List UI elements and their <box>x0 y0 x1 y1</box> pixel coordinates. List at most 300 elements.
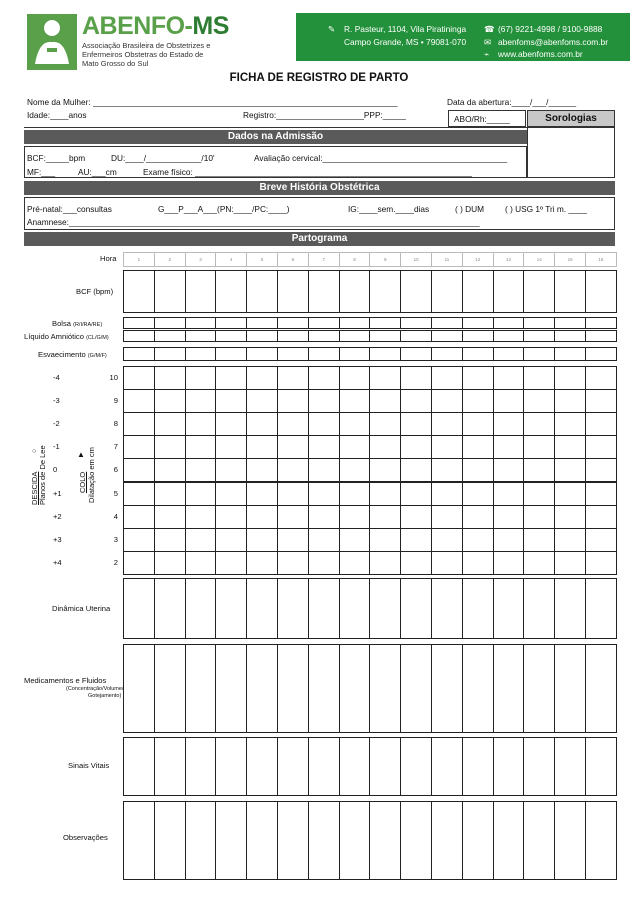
grid-cell[interactable] <box>462 482 494 506</box>
grid-cell[interactable] <box>431 330 463 342</box>
hour-cell[interactable] <box>185 252 217 267</box>
hour-cell[interactable] <box>493 252 525 267</box>
grid-cell[interactable] <box>523 412 555 436</box>
grid-cell[interactable] <box>585 347 617 361</box>
grid-cell[interactable] <box>185 458 217 482</box>
grid-cell[interactable] <box>369 578 401 639</box>
hour-cell[interactable] <box>339 252 371 267</box>
grid-cell[interactable] <box>339 551 371 575</box>
field-data-abertura[interactable]: Data da abertura:____/___/______ <box>447 97 577 107</box>
grid-cell[interactable] <box>493 551 525 575</box>
grid-cell[interactable] <box>400 412 432 436</box>
grid-cell[interactable] <box>339 528 371 552</box>
field-prenatal[interactable]: Pré-natal:___consultas <box>27 204 112 214</box>
grid-cell[interactable] <box>493 458 525 482</box>
grid-cell[interactable] <box>523 737 555 796</box>
grid-cell[interactable] <box>246 389 278 413</box>
grid-cell[interactable] <box>123 737 155 796</box>
grid-cell[interactable] <box>154 389 186 413</box>
hour-cell[interactable] <box>123 252 155 267</box>
grid-cell[interactable] <box>400 366 432 390</box>
grid-cell[interactable] <box>185 505 217 529</box>
field-avaliacao[interactable]: Avaliação cervical:________________________________________ <box>254 153 508 163</box>
grid-cell[interactable] <box>308 578 340 639</box>
grid-cell[interactable] <box>308 482 340 506</box>
grid-cell[interactable] <box>277 528 309 552</box>
grid-cell[interactable] <box>215 482 247 506</box>
grid-cell[interactable] <box>277 644 309 733</box>
grid-cell[interactable] <box>431 366 463 390</box>
grid-cell[interactable] <box>523 458 555 482</box>
grid-cell[interactable] <box>123 551 155 575</box>
grid-cell[interactable] <box>339 801 371 880</box>
grid-cell[interactable] <box>185 389 217 413</box>
field-dum[interactable]: ( ) DUM <box>455 204 485 214</box>
hour-cell[interactable] <box>462 252 494 267</box>
grid-cell[interactable] <box>246 482 278 506</box>
grid-cell[interactable] <box>369 330 401 342</box>
grid-cell[interactable] <box>369 366 401 390</box>
grid-cell[interactable] <box>369 347 401 361</box>
grid-cell[interactable] <box>462 347 494 361</box>
hour-cell[interactable] <box>369 252 401 267</box>
grid-cell[interactable] <box>215 644 247 733</box>
grid-cell[interactable] <box>215 389 247 413</box>
grid-cell[interactable] <box>246 551 278 575</box>
grid-cell[interactable] <box>493 737 525 796</box>
grid-cell[interactable] <box>493 389 525 413</box>
grid-cell[interactable] <box>215 366 247 390</box>
grid-cell[interactable] <box>431 270 463 313</box>
grid-cell[interactable] <box>185 412 217 436</box>
grid-cell[interactable] <box>246 317 278 329</box>
grid-cell[interactable] <box>277 482 309 506</box>
grid-cell[interactable] <box>585 482 617 506</box>
grid-cell[interactable] <box>308 528 340 552</box>
grid-cell[interactable] <box>431 458 463 482</box>
grid-cell[interactable] <box>277 801 309 880</box>
grid-cell[interactable] <box>523 801 555 880</box>
grid-cell[interactable] <box>369 270 401 313</box>
grid-cell[interactable] <box>185 737 217 796</box>
grid-cell[interactable] <box>493 412 525 436</box>
grid-cell[interactable] <box>185 270 217 313</box>
grid-cell[interactable] <box>123 578 155 639</box>
grid-cell[interactable] <box>123 482 155 506</box>
grid-cell[interactable] <box>400 347 432 361</box>
grid-cell[interactable] <box>277 330 309 342</box>
grid-cell[interactable] <box>462 644 494 733</box>
grid-cell[interactable] <box>431 482 463 506</box>
grid-cell[interactable] <box>154 435 186 459</box>
grid-cell[interactable] <box>554 737 586 796</box>
field-au[interactable]: AU:___cm <box>78 167 117 177</box>
grid-cell[interactable] <box>246 330 278 342</box>
grid-cell[interactable] <box>400 551 432 575</box>
grid-cell[interactable] <box>554 458 586 482</box>
grid-cell[interactable] <box>215 801 247 880</box>
grid-cell[interactable] <box>215 412 247 436</box>
grid-cell[interactable] <box>246 412 278 436</box>
grid-cell[interactable] <box>400 389 432 413</box>
grid-cell[interactable] <box>246 270 278 313</box>
grid-cell[interactable] <box>554 551 586 575</box>
grid-cell[interactable] <box>523 644 555 733</box>
field-registro[interactable]: Registro:___________________PPP:_____ <box>243 110 406 120</box>
grid-cell[interactable] <box>462 505 494 529</box>
grid-cell[interactable] <box>123 435 155 459</box>
grid-cell[interactable] <box>154 270 186 313</box>
grid-cell[interactable] <box>308 737 340 796</box>
grid-cell[interactable] <box>154 801 186 880</box>
grid-cell[interactable] <box>554 347 586 361</box>
grid-cell[interactable] <box>400 458 432 482</box>
grid-cell[interactable] <box>462 801 494 880</box>
grid-cell[interactable] <box>431 389 463 413</box>
grid-cell[interactable] <box>523 317 555 329</box>
grid-cell[interactable] <box>462 458 494 482</box>
grid-cell[interactable] <box>431 412 463 436</box>
grid-cell[interactable] <box>585 737 617 796</box>
grid-cell[interactable] <box>585 330 617 342</box>
sorologias-box[interactable] <box>527 127 615 178</box>
grid-cell[interactable] <box>462 551 494 575</box>
grid-cell[interactable] <box>246 528 278 552</box>
grid-cell[interactable] <box>554 317 586 329</box>
grid-cell[interactable] <box>339 412 371 436</box>
grid-cell[interactable] <box>215 528 247 552</box>
grid-cell[interactable] <box>369 389 401 413</box>
grid-cell[interactable] <box>585 801 617 880</box>
grid-cell[interactable] <box>215 317 247 329</box>
grid-cell[interactable] <box>369 528 401 552</box>
grid-cell[interactable] <box>339 366 371 390</box>
grid-cell[interactable] <box>554 366 586 390</box>
grid-cell[interactable] <box>246 578 278 639</box>
grid-cell[interactable] <box>339 737 371 796</box>
field-idade[interactable]: Idade:____anos <box>27 110 87 120</box>
grid-cell[interactable] <box>123 330 155 342</box>
field-anamnese[interactable]: Anamnese:_________________________________________________________________________________________ <box>27 217 480 227</box>
grid-cell[interactable] <box>246 347 278 361</box>
grid-cell[interactable] <box>308 505 340 529</box>
grid-cell[interactable] <box>185 317 217 329</box>
grid-cell[interactable] <box>154 737 186 796</box>
grid-cell[interactable] <box>123 366 155 390</box>
grid-cell[interactable] <box>585 389 617 413</box>
grid-cell[interactable] <box>493 366 525 390</box>
grid-cell[interactable] <box>339 347 371 361</box>
grid-cell[interactable] <box>523 389 555 413</box>
grid-cell[interactable] <box>154 528 186 552</box>
grid-cell[interactable] <box>339 317 371 329</box>
grid-cell[interactable] <box>493 317 525 329</box>
grid-cell[interactable] <box>400 578 432 639</box>
grid-cell[interactable] <box>277 551 309 575</box>
grid-cell[interactable] <box>431 578 463 639</box>
grid-cell[interactable] <box>185 644 217 733</box>
grid-cell[interactable] <box>369 482 401 506</box>
grid-cell[interactable] <box>123 412 155 436</box>
grid-cell[interactable] <box>154 505 186 529</box>
grid-cell[interactable] <box>308 801 340 880</box>
grid-cell[interactable] <box>123 458 155 482</box>
grid-cell[interactable] <box>308 412 340 436</box>
grid-cell[interactable] <box>462 317 494 329</box>
grid-cell[interactable] <box>462 366 494 390</box>
grid-cell[interactable] <box>493 801 525 880</box>
grid-cell[interactable] <box>523 435 555 459</box>
hour-cell[interactable] <box>585 252 617 267</box>
grid-cell[interactable] <box>493 435 525 459</box>
grid-cell[interactable] <box>431 737 463 796</box>
grid-cell[interactable] <box>277 412 309 436</box>
grid-cell[interactable] <box>554 412 586 436</box>
grid-cell[interactable] <box>215 551 247 575</box>
grid-cell[interactable] <box>185 578 217 639</box>
field-abo[interactable]: ABO/Rh:_____ <box>454 114 510 124</box>
grid-cell[interactable] <box>154 551 186 575</box>
grid-cell[interactable] <box>185 801 217 880</box>
grid-cell[interactable] <box>554 330 586 342</box>
grid-cell[interactable] <box>400 644 432 733</box>
grid-cell[interactable] <box>308 644 340 733</box>
field-du[interactable]: DU:____/____________/10' <box>111 153 215 163</box>
grid-cell[interactable] <box>431 801 463 880</box>
field-exame[interactable]: Exame físico: ____________________________________________________________ <box>143 167 472 177</box>
grid-cell[interactable] <box>185 551 217 575</box>
grid-cell[interactable] <box>523 366 555 390</box>
grid-cell[interactable] <box>400 505 432 529</box>
grid-cell[interactable] <box>308 389 340 413</box>
grid-cell[interactable] <box>523 482 555 506</box>
grid-cell[interactable] <box>215 435 247 459</box>
hour-cell[interactable] <box>215 252 247 267</box>
grid-cell[interactable] <box>462 330 494 342</box>
hour-cell[interactable] <box>154 252 186 267</box>
grid-cell[interactable] <box>123 270 155 313</box>
grid-cell[interactable] <box>277 270 309 313</box>
grid-cell[interactable] <box>585 505 617 529</box>
grid-cell[interactable] <box>246 801 278 880</box>
grid-cell[interactable] <box>154 366 186 390</box>
grid-cell[interactable] <box>185 330 217 342</box>
grid-cell[interactable] <box>462 389 494 413</box>
grid-cell[interactable] <box>185 366 217 390</box>
grid-cell[interactable] <box>493 482 525 506</box>
grid-cell[interactable] <box>123 528 155 552</box>
grid-cell[interactable] <box>123 347 155 361</box>
grid-cell[interactable] <box>123 505 155 529</box>
grid-cell[interactable] <box>493 505 525 529</box>
grid-cell[interactable] <box>462 435 494 459</box>
grid-cell[interactable] <box>123 317 155 329</box>
grid-cell[interactable] <box>585 435 617 459</box>
grid-cell[interactable] <box>554 482 586 506</box>
grid-cell[interactable] <box>185 347 217 361</box>
grid-cell[interactable] <box>431 505 463 529</box>
grid-cell[interactable] <box>369 644 401 733</box>
grid-cell[interactable] <box>554 528 586 552</box>
hour-cell[interactable] <box>246 252 278 267</box>
grid-cell[interactable] <box>185 435 217 459</box>
grid-cell[interactable] <box>277 347 309 361</box>
grid-cell[interactable] <box>277 458 309 482</box>
grid-cell[interactable] <box>246 737 278 796</box>
grid-cell[interactable] <box>493 330 525 342</box>
grid-cell[interactable] <box>215 347 247 361</box>
grid-cell[interactable] <box>277 389 309 413</box>
grid-cell[interactable] <box>308 270 340 313</box>
grid-cell[interactable] <box>277 366 309 390</box>
grid-cell[interactable] <box>154 578 186 639</box>
grid-cell[interactable] <box>554 270 586 313</box>
grid-cell[interactable] <box>493 578 525 639</box>
grid-cell[interactable] <box>369 505 401 529</box>
grid-cell[interactable] <box>154 330 186 342</box>
field-mf[interactable]: MF:___ <box>27 167 56 177</box>
grid-cell[interactable] <box>308 366 340 390</box>
grid-cell[interactable] <box>431 528 463 552</box>
grid-cell[interactable] <box>246 644 278 733</box>
grid-cell[interactable] <box>339 458 371 482</box>
grid-cell[interactable] <box>154 644 186 733</box>
grid-cell[interactable] <box>277 317 309 329</box>
grid-cell[interactable] <box>185 482 217 506</box>
grid-cell[interactable] <box>215 578 247 639</box>
grid-cell[interactable] <box>554 389 586 413</box>
grid-cell[interactable] <box>369 737 401 796</box>
grid-cell[interactable] <box>215 458 247 482</box>
grid-cell[interactable] <box>369 551 401 575</box>
grid-cell[interactable] <box>215 505 247 529</box>
field-bcf[interactable]: BCF:_____bpm <box>27 153 86 163</box>
hour-cell[interactable] <box>554 252 586 267</box>
field-ig[interactable]: IG:____sem.____dias <box>348 204 430 214</box>
grid-cell[interactable] <box>339 435 371 459</box>
grid-cell[interactable] <box>369 412 401 436</box>
grid-cell[interactable] <box>308 551 340 575</box>
grid-cell[interactable] <box>215 737 247 796</box>
grid-cell[interactable] <box>339 389 371 413</box>
grid-cell[interactable] <box>462 578 494 639</box>
grid-cell[interactable] <box>369 458 401 482</box>
hour-cell[interactable] <box>308 252 340 267</box>
field-usg[interactable]: ( ) USG 1º Tri m. ____ <box>505 204 587 214</box>
grid-cell[interactable] <box>523 528 555 552</box>
grid-cell[interactable] <box>339 578 371 639</box>
grid-cell[interactable] <box>215 330 247 342</box>
grid-cell[interactable] <box>554 801 586 880</box>
grid-cell[interactable] <box>123 389 155 413</box>
grid-cell[interactable] <box>554 435 586 459</box>
grid-cell[interactable] <box>585 412 617 436</box>
grid-cell[interactable] <box>462 737 494 796</box>
grid-cell[interactable] <box>400 435 432 459</box>
grid-cell[interactable] <box>523 551 555 575</box>
grid-cell[interactable] <box>400 801 432 880</box>
grid-cell[interactable] <box>123 644 155 733</box>
grid-cell[interactable] <box>585 528 617 552</box>
grid-cell[interactable] <box>246 366 278 390</box>
grid-cell[interactable] <box>308 458 340 482</box>
grid-cell[interactable] <box>339 505 371 529</box>
grid-cell[interactable] <box>585 366 617 390</box>
grid-cell[interactable] <box>431 347 463 361</box>
grid-cell[interactable] <box>277 505 309 529</box>
grid-cell[interactable] <box>246 435 278 459</box>
grid-cell[interactable] <box>431 551 463 575</box>
grid-cell[interactable] <box>523 330 555 342</box>
grid-cell[interactable] <box>308 347 340 361</box>
grid-cell[interactable] <box>493 347 525 361</box>
grid-cell[interactable] <box>400 737 432 796</box>
grid-cell[interactable] <box>308 317 340 329</box>
grid-cell[interactable] <box>154 458 186 482</box>
grid-cell[interactable] <box>123 801 155 880</box>
grid-cell[interactable] <box>339 482 371 506</box>
grid-cell[interactable] <box>246 458 278 482</box>
field-gpa[interactable]: G___P___A___(PN:____/PC:____) <box>158 204 290 214</box>
grid-cell[interactable] <box>585 458 617 482</box>
grid-cell[interactable] <box>339 330 371 342</box>
grid-cell[interactable] <box>493 528 525 552</box>
grid-cell[interactable] <box>400 317 432 329</box>
grid-cell[interactable] <box>431 435 463 459</box>
grid-cell[interactable] <box>277 435 309 459</box>
grid-cell[interactable] <box>339 270 371 313</box>
grid-cell[interactable] <box>585 644 617 733</box>
grid-cell[interactable] <box>308 330 340 342</box>
grid-cell[interactable] <box>369 801 401 880</box>
grid-cell[interactable] <box>215 270 247 313</box>
grid-cell[interactable] <box>462 412 494 436</box>
grid-cell[interactable] <box>523 578 555 639</box>
grid-cell[interactable] <box>154 347 186 361</box>
grid-cell[interactable] <box>554 505 586 529</box>
grid-cell[interactable] <box>431 317 463 329</box>
hour-cell[interactable] <box>431 252 463 267</box>
hour-cell[interactable] <box>523 252 555 267</box>
grid-cell[interactable] <box>400 270 432 313</box>
field-nome[interactable]: Nome da Mulher: __________________________________________________________________ <box>27 97 398 107</box>
grid-cell[interactable] <box>308 435 340 459</box>
grid-cell[interactable] <box>369 435 401 459</box>
grid-cell[interactable] <box>400 528 432 552</box>
grid-cell[interactable] <box>154 317 186 329</box>
grid-cell[interactable] <box>523 347 555 361</box>
grid-cell[interactable] <box>400 330 432 342</box>
grid-cell[interactable] <box>585 270 617 313</box>
grid-cell[interactable] <box>493 644 525 733</box>
grid-cell[interactable] <box>154 482 186 506</box>
grid-cell[interactable] <box>462 528 494 552</box>
grid-cell[interactable] <box>431 644 463 733</box>
grid-cell[interactable] <box>185 528 217 552</box>
grid-cell[interactable] <box>523 505 555 529</box>
hour-cell[interactable] <box>400 252 432 267</box>
grid-cell[interactable] <box>246 505 278 529</box>
grid-cell[interactable] <box>339 644 371 733</box>
grid-cell[interactable] <box>585 551 617 575</box>
grid-cell[interactable] <box>154 412 186 436</box>
grid-cell[interactable] <box>277 578 309 639</box>
grid-cell[interactable] <box>554 644 586 733</box>
grid-cell[interactable] <box>462 270 494 313</box>
grid-cell[interactable] <box>277 737 309 796</box>
grid-cell[interactable] <box>585 317 617 329</box>
grid-cell[interactable] <box>523 270 555 313</box>
